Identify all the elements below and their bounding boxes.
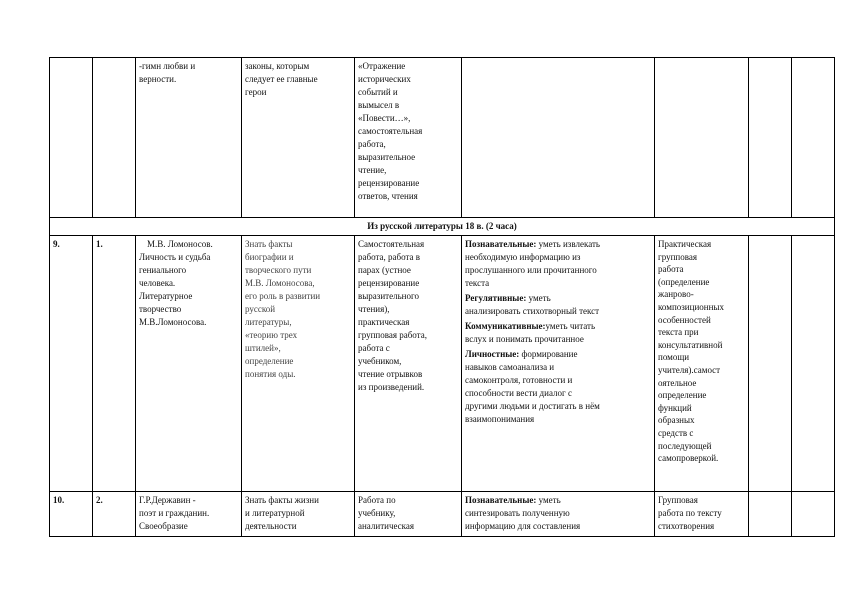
text-line: вслух и понимать прочитанное [465, 334, 584, 344]
text-line: определение [658, 390, 707, 401]
text-line: самопроверкой. [658, 453, 719, 464]
regulative-label: Регулятивные: [465, 293, 527, 303]
sub-num-cell [93, 58, 136, 218]
uud-cell [462, 236, 655, 492]
text-line: «Повести…», [358, 113, 411, 123]
text-line: законы, которым [245, 61, 310, 71]
section-heading-row [50, 218, 835, 236]
text-line: М.В.Ломоносова. [139, 317, 207, 327]
text-line: текста [465, 278, 490, 288]
communicative-line [465, 320, 651, 333]
text-line: Знать факты [245, 239, 293, 249]
text-line: Личность и судьба [139, 252, 211, 262]
text-line: выразительное [358, 152, 416, 162]
cognitive-label: Познавательные: [465, 239, 537, 249]
cognitive-label: Познавательные: [465, 495, 537, 505]
text-line: и литературной [245, 508, 305, 518]
text-line: способности вести диалог с [465, 388, 572, 398]
text-line: творческого пути [245, 265, 312, 275]
control-cell [655, 58, 749, 218]
activity-cell [355, 492, 462, 537]
text-line: «Отражение [358, 61, 406, 71]
text-line: уметь [526, 293, 551, 303]
text-line: понятия оды. [245, 369, 296, 379]
communicative-label: Коммуникативные: [465, 321, 546, 331]
text-line: штилей», [245, 343, 281, 353]
text-line: формирование [519, 349, 578, 359]
num-cell [50, 58, 93, 218]
plan-date-cell [749, 58, 792, 218]
text-line: парах (устное [358, 265, 411, 275]
uud-cell [462, 492, 655, 537]
text-line: ответов, чтения [358, 191, 418, 201]
table-row-9 [50, 236, 835, 492]
text-line: навыков самоанализа и [465, 362, 555, 372]
text-line: деятельности [245, 521, 297, 531]
text-line: определение [245, 356, 294, 366]
text-line: стихотворения [658, 521, 715, 531]
uud-cell [462, 58, 655, 218]
text-line: учебнику, [358, 508, 396, 518]
text-line: русской [245, 304, 276, 314]
text-line: работа [658, 264, 684, 275]
text-line: уметь читать [545, 321, 596, 331]
text-line: «теорию трех [245, 330, 298, 340]
fact-date-cell [792, 58, 835, 218]
text-line: текста при [658, 327, 699, 338]
text-line: синтезировать полученную [465, 508, 570, 518]
text-line: аналитическая [358, 521, 415, 531]
text-line: следует ее главные [245, 74, 318, 84]
text-line: групповая [658, 251, 697, 262]
activity-cell [355, 58, 462, 218]
text-line: его роль в развитии [245, 291, 321, 301]
text-line: Самостоятельная [358, 239, 425, 249]
personal-label: Личностные: [465, 349, 520, 359]
text-line: прослушанного или прочитанного [465, 265, 597, 275]
text-line: Г.Р.Державин - [139, 495, 196, 505]
table-row-continued [50, 58, 835, 218]
activity-cell [355, 236, 462, 492]
text-line: работа, работа в [358, 252, 420, 262]
text-line: рецензирование [358, 278, 420, 288]
text-line: помощи [658, 352, 690, 363]
text-line: функций [658, 402, 692, 413]
text-line: литературы, [245, 317, 292, 327]
num-cell: 10. [50, 492, 93, 537]
text-line: практическая [358, 317, 410, 327]
text-line: образных [658, 415, 695, 426]
knowledge-cell [242, 58, 355, 218]
text-line: анализировать стихотворный текст [465, 306, 600, 316]
knowledge-cell [242, 492, 355, 537]
text-line: событий и [358, 87, 398, 97]
text-line: композиционных [658, 301, 724, 312]
regulative-line [465, 292, 651, 305]
table-row-10 [50, 492, 835, 537]
fact-date-cell [792, 492, 835, 537]
text-line: поэт и гражданин. [139, 508, 210, 518]
sub-num-cell: 1. [93, 236, 136, 492]
text-line: оятельное [658, 377, 697, 388]
text-line: Литературное [139, 291, 193, 301]
personal-line [465, 348, 651, 361]
text-line: человека. [139, 278, 176, 288]
text-line: уметь [536, 495, 561, 505]
text-line: особенностей [658, 314, 711, 325]
text-line: Работа по [358, 495, 396, 505]
text-line: работа, [358, 139, 386, 149]
text-line: консультативной [658, 339, 723, 350]
fact-date-cell [792, 236, 835, 492]
knowledge-cell [242, 236, 355, 492]
plan-date-cell [749, 236, 792, 492]
control-cell [655, 492, 749, 537]
text-line: верности. [139, 74, 177, 84]
text-line: Практическая [658, 239, 712, 249]
text-line: выразительного [358, 291, 419, 301]
text-line: информацию для составления [465, 521, 581, 531]
topic-cell [136, 236, 242, 492]
text-line: творчество [139, 304, 182, 314]
text-line: средств с [658, 427, 694, 438]
text-line: рецензирование [358, 178, 420, 188]
text-line: жанрово- [658, 289, 694, 300]
topic-cell [136, 492, 242, 537]
text-line: уметь извлекать [536, 239, 600, 249]
text-line: Своеобразие [139, 521, 188, 531]
num-cell: 9. [50, 236, 93, 492]
text-line: учителя).самост [658, 364, 721, 375]
sub-num-cell: 2. [93, 492, 136, 537]
text-line: чтение, [358, 165, 387, 175]
cognitive-line [465, 238, 651, 251]
cognitive-line [465, 494, 651, 507]
text-line: самоконтроля, готовности и [465, 375, 573, 385]
control-cell [655, 236, 749, 492]
plan-date-cell [749, 492, 792, 537]
text-line: герои [245, 87, 267, 97]
text-line: работа по тексту [658, 508, 722, 518]
text-line: учебником, [358, 356, 402, 366]
text-line: работа с [358, 343, 390, 353]
section-title: Из русской литературы 18 в. (2 часа) [50, 218, 835, 236]
text-line: чтение отрывков [358, 369, 423, 379]
topic-cell [136, 58, 242, 218]
text-line: групповая работа, [358, 330, 427, 340]
text-line: биографии и [245, 252, 294, 262]
text-line: М.В. Ломоносов. [147, 239, 213, 249]
text-line: Знать факты жизни [245, 495, 319, 505]
text-line: -гимн любви и [139, 61, 196, 71]
text-line: необходимую информацию из [465, 252, 581, 262]
text-line: чтения), [358, 304, 390, 314]
text-line: гениального [139, 265, 187, 275]
text-line: взаимопонимания [465, 414, 535, 424]
text-line: Групповая [658, 495, 698, 505]
text-line: М.В. Ломоносова, [245, 278, 315, 288]
text-line: из произведений. [358, 382, 425, 392]
lesson-plan-table [49, 57, 835, 537]
text-line: (определение [658, 276, 710, 287]
text-line: вымысел в [358, 100, 400, 110]
text-line: последующей [658, 440, 712, 451]
text-line: самостоятельная [358, 126, 423, 136]
text-line: исторических [358, 74, 411, 84]
text-line: другими людьми и достигать в нём [465, 401, 600, 411]
